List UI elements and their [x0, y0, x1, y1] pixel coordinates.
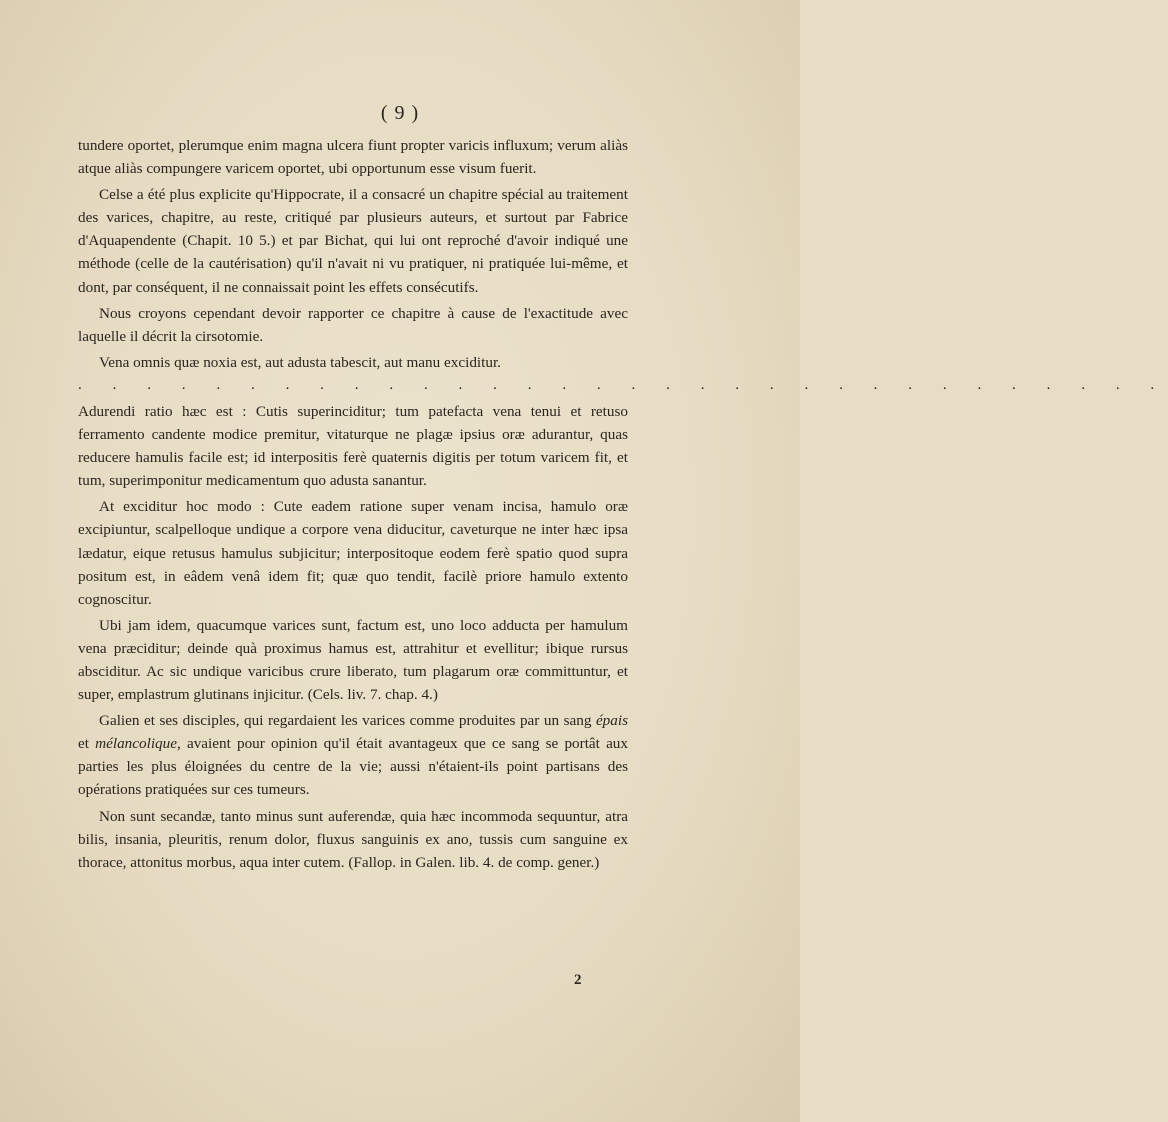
galien-text-middle: et: [78, 735, 96, 753]
paragraph-nous-croyons: Nous croyons cependant devoir rapporter ce chapitre à cause de l'exactitude avec laquelle il décrit la cirsotomie.: [78, 304, 628, 345]
paragraph-hippocrates-quote-end: tundere oportet, plerumque enim magna ulcera fiunt propter varicis influxum; verum aliàs atque aliàs compungere varicem oportet, ubi opportunum esse visum fuerit.: [78, 137, 628, 178]
galien-emphasis-melancolique: mélancolique: [95, 735, 177, 753]
paragraph-galien: [78, 709, 628, 801]
paragraph-adurendi: Adurendi ratio hæc est : Cutis superinciditur; tum patefacta vena tenui et retuso ferramento candente modice premitur, vitaturque ne plagæ ipsius oræ adurantur, quas reducere hamulis facile est; id interpositis ferè quaternis digitis per totum varicem fit, et tum, superimponitur medicamentum quo adusta sanantur.: [78, 402, 628, 490]
body-text: [78, 134, 1168, 877]
paragraph-non-sunt-secandae: Non sunt secandæ, tanto minus sunt auferendæ, quia hæc incommoda sequuntur, atra bilis, insania, pleuritis, renum dolor, fluxus sanguinis ex ano, tussis cum sanguine ex thorace, attonitus morbus, aqua inter cutem. (Fallop. in Galen. lib. 4. de comp. gener.): [78, 807, 628, 871]
galien-text-before: Galien et ses disciples, qui regardaient les varices comme produites par un sang: [99, 712, 596, 730]
signature-mark: 2: [574, 972, 582, 988]
paragraph-ubi-jam: Ubi jam idem, quacumque varices sunt, factum est, uno loco adducta per hamulum vena præciditur; deinde quà proximus hamus est, attrahitur et evellitur; ibique rursus absciditur. Ac sic undique varicibus crure liberato, tum plagarum oræ committuntur, et super, emplastrum glutinans injicitur. (Cels. liv. 7. chap. 4.): [78, 616, 628, 704]
galien-text-after: , avaient pour opinion qu'il était avantageux que ce sang se portât aux parties les plus éloignées du centre de la vie; aussi n'étaient-ils point partisans des opérations pratiquées sur ces tumeurs.: [78, 735, 628, 799]
galien-emphasis-epais: épais: [595, 712, 628, 730]
ellipsis-line: . . . . . . . . . . . . . . . . . . . . . . . . . . . . . . . .: [78, 375, 1168, 393]
paragraph-vena-omnis: Vena omnis quæ noxia est, aut adusta tabescit, aut manu exciditur.: [99, 353, 501, 371]
page-number: ( 9 ): [380, 102, 420, 124]
paragraph-celse: Celse a été plus explicite qu'Hippocrate, il a consacré un chapitre spécial au traitement des varices, chapitre, au reste, critiqué par plusieurs auteurs, et surtout par Fabrice d'Aquapendente (Chapit. 10 5.) et par Bichat, qui lui ont reproché d'avoir indiqué une méthode (celle de la cautérisation) qu'il n'avait ni vu pratiquer, ni pratiquée lui-même, et dont, par conséquent, il ne connaissait point les effets consécutifs.: [78, 186, 628, 296]
paragraph-exciditur: At exciditur hoc modo : Cute eadem ratione super venam incisa, hamulo oræ excipiuntur, scalpelloque undique a corpore vena diducitur, caveturque ne inter hæc ipsa lædatur, eique retusus hamulus subjicitur; interpositoque eodem ferè spatio quod supra positum est, in eâdem venâ idem fit; quæ quo tendit, facilè priore hamulo extento cognoscitur.: [78, 498, 628, 608]
